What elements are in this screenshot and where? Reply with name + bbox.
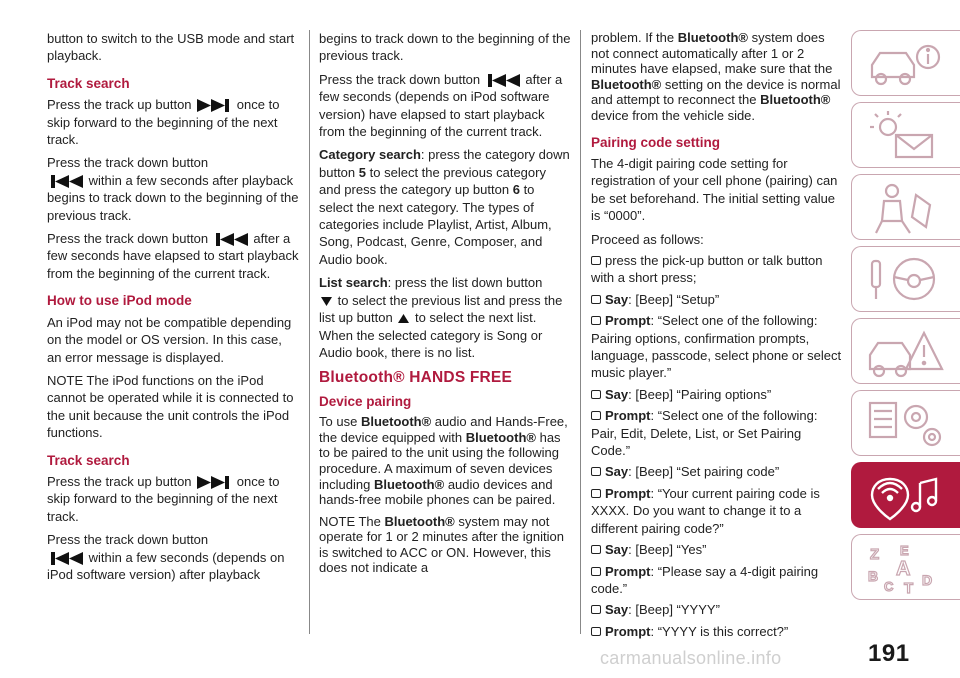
tab-index[interactable] — [851, 534, 960, 600]
list-item: Say: [Beep] “Set pairing code” — [591, 463, 843, 480]
checkbox-bullet-icon — [591, 467, 601, 476]
paragraph: Proceed as follows: — [591, 231, 704, 247]
column-divider — [309, 30, 310, 634]
paragraph: Press the track up button once to skip forward to the beginning of the next track. — [47, 97, 280, 148]
svg-text:B: B — [868, 568, 879, 584]
checkbox-bullet-icon — [591, 567, 601, 576]
svg-text:A: A — [896, 558, 911, 580]
maintenance-gears-icon — [866, 397, 946, 451]
paragraph: button to switch to the USB mode and start playback. — [47, 31, 295, 64]
list-item: Say: [Beep] “Setup” — [591, 291, 843, 308]
track-down-icon — [214, 233, 248, 246]
svg-text:T: T — [904, 580, 914, 595]
paragraph: begins to track down to the beginning of the previous track. — [319, 31, 571, 64]
heading-track-search: Track search — [47, 452, 130, 468]
checkbox-bullet-icon — [591, 489, 601, 498]
list-item: Prompt: “Your current pairing code is XXXX. Do you want to change it to a different pairing code?” — [591, 485, 820, 536]
checkbox-bullet-icon — [591, 627, 601, 636]
tab-emergency[interactable] — [851, 318, 960, 384]
category-search-label: Category search — [319, 147, 421, 163]
index-letters-icon — [866, 541, 946, 595]
tab-maintenance[interactable] — [851, 390, 960, 456]
track-up-icon — [197, 476, 231, 489]
track-down-icon — [49, 175, 83, 188]
list-item: press the pick-up button or talk button with a short press; — [591, 253, 823, 286]
paragraph: To use Bluetooth® audio and Hands-Free, the device equipped with Bluetooth® has to be paired to the unit using the following procedure. A maximum of seven devices including Bluetooth® audio devices and hands-free mobile phones can be paired. — [319, 414, 568, 508]
svg-text:D: D — [922, 572, 933, 588]
checkbox-bullet-icon — [591, 316, 601, 325]
paragraph: The 4-digit pairing code setting for registration of your cell phone (pairing) can be set beforehand. The initial setting value is “0000”. — [591, 155, 838, 224]
heading-device-pairing: Device pairing — [319, 393, 412, 409]
seat-safety-icon — [866, 181, 946, 235]
list-item: Say: [Beep] “Yes” — [591, 541, 843, 558]
checkbox-bullet-icon — [591, 411, 601, 420]
list-search-label: List search — [319, 275, 388, 291]
column-left — [47, 30, 299, 589]
tab-steering[interactable] — [851, 246, 960, 312]
track-down-icon — [49, 552, 83, 565]
watermark: carmanualsonline.info — [600, 648, 782, 668]
arrow-up-icon — [398, 314, 409, 323]
paragraph: Category search: press the category down button 5 to select the previous category and press the category up button 6 to select the next category. The types of categories include Playlist, Artist, Album, Song, Podcast, Genre, Composer, and Audio book. — [319, 147, 570, 267]
button-number: 6 — [512, 182, 520, 198]
column-divider — [580, 30, 581, 634]
button-number: 5 — [358, 164, 367, 180]
steering-wheel-icon — [866, 253, 946, 307]
paragraph: Press the track up button once to skip forward to the beginning of the next track. — [47, 473, 280, 524]
section-heading-bluetooth: Bluetooth® HANDS FREE — [319, 369, 513, 387]
svg-text:C: C — [884, 579, 894, 594]
track-down-icon — [486, 74, 520, 87]
svg-text:Z: Z — [870, 546, 880, 563]
emergency-triangle-icon — [866, 325, 946, 379]
tab-seat-safety[interactable] — [851, 174, 960, 240]
multimedia-icon — [866, 469, 946, 523]
list-item: Prompt: “Select one of the following: Pairing options, confirmation prompts, language, passcode, select phone or select music player.” — [591, 313, 842, 381]
note-paragraph: NOTE The Bluetooth® system may not operate for 1 or 2 minutes after the ignition is switched to ACC or ON. However, this does not indicate a — [319, 513, 564, 576]
column-middle — [319, 30, 571, 582]
checkbox-bullet-icon — [591, 605, 601, 614]
checkbox-bullet-icon — [591, 390, 601, 399]
list-item: Prompt: “Select one of the following: Pair, Edit, Delete, List, or Set Pairing Code.” — [591, 408, 818, 459]
warning-lights-icon — [866, 109, 946, 163]
heading-ipod-mode: How to use iPod mode — [47, 293, 192, 309]
list-item: Prompt: “Please say a 4-digit pairing code.” — [591, 563, 819, 596]
car-info-icon — [866, 37, 946, 91]
paragraph: Press the track down button after a few seconds have elapsed to start playback from the beginning of the current track. — [47, 231, 299, 281]
track-up-icon — [197, 99, 231, 112]
tab-multimedia[interactable] — [851, 462, 960, 528]
checkbox-bullet-icon — [591, 295, 601, 304]
arrow-down-icon — [321, 297, 332, 306]
checkbox-bullet-icon — [591, 545, 601, 554]
note-paragraph: NOTE The iPod functions on the iPod cannot be operated while it is connected to the unit because the unit controls the iPod functions. — [47, 372, 294, 441]
list-item: Say: [Beep] “YYYY” — [591, 601, 843, 618]
column-right — [591, 30, 843, 644]
paragraph: Press the track down button within a few seconds (depends on iPod software version) after playback — [47, 532, 285, 582]
list-item: Prompt: “YYYY is this correct?” — [591, 623, 843, 640]
paragraph: Press the track down button after a few seconds (depends on iPod software version) have elapsed to start playback from the beginning of the current track. — [319, 71, 563, 140]
heading-pairing-code: Pairing code setting — [591, 134, 721, 150]
paragraph: List search: press the list down button to select the previous list and press the list up button to select the next list. When the selected category is Song or Audio book, there is no list. — [319, 275, 563, 360]
heading-track-search: Track search — [47, 75, 130, 91]
tab-warning-lights[interactable] — [851, 102, 960, 168]
checkbox-bullet-icon — [591, 256, 601, 265]
list-item: Say: [Beep] “Pairing options” — [591, 386, 843, 403]
svg-text:E: E — [900, 543, 909, 558]
paragraph: An iPod may not be compatible depending on the model or OS version. In this case, an error message is displayed. — [47, 314, 292, 365]
tab-car-info[interactable] — [851, 30, 960, 96]
paragraph: problem. If the Bluetooth® system does not connect automatically after 1 or 2 minutes have elapsed, make sure that the Bluetooth® setting on the device is normal and attempt to reconnect the Bluetooth® device from the vehicle side. — [591, 30, 841, 123]
paragraph: Press the track down button within a few seconds after playback begins to track down to the beginning of the previous track. — [47, 155, 299, 223]
page-number: 191 — [868, 640, 910, 667]
